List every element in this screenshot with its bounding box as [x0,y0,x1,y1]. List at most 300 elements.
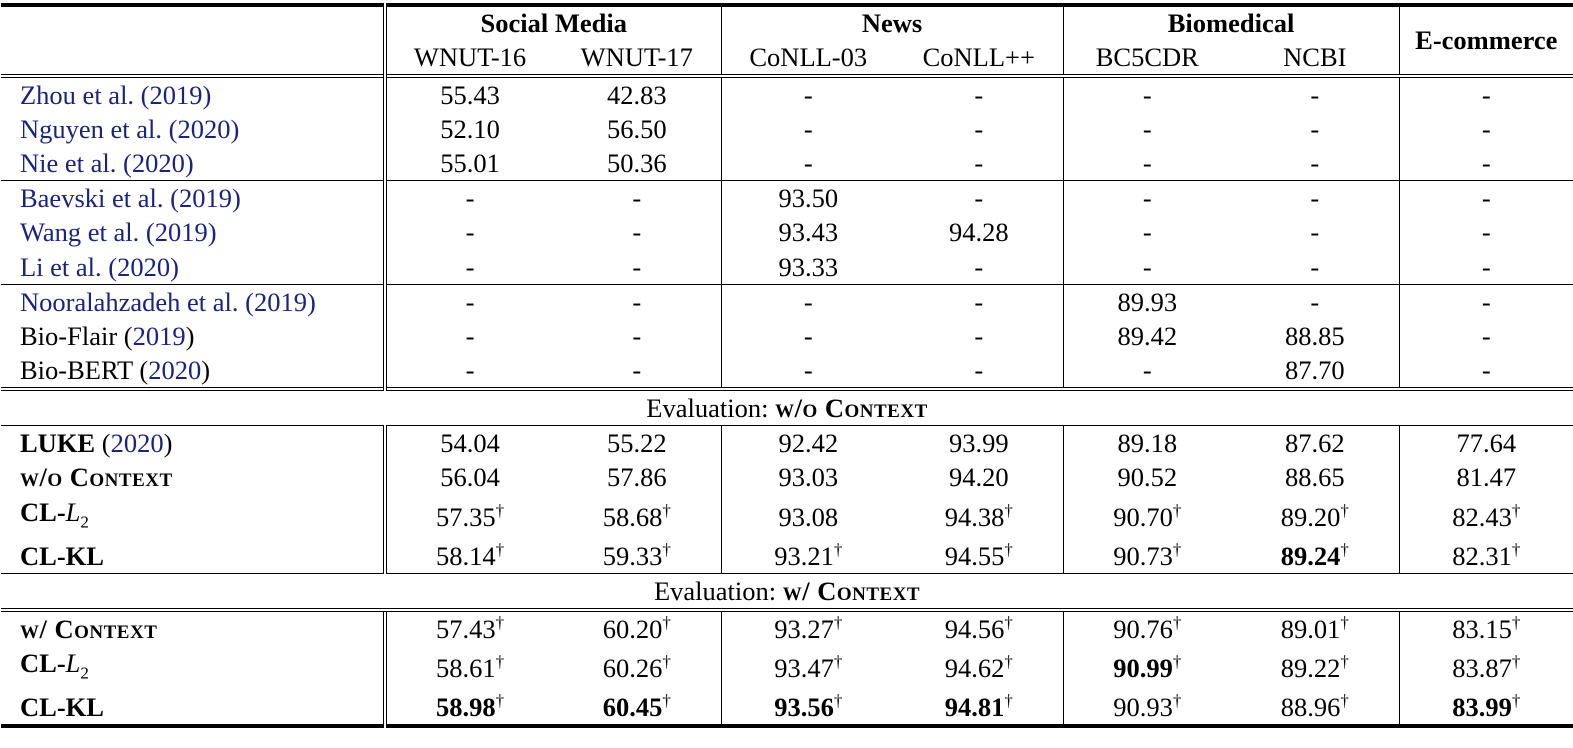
method-name: Nooralahzadeh et al. ( [20,286,254,317]
value-cell [1063,250,1231,285]
method-name: Wang et al. ( [20,217,155,248]
results-table [1,3,1573,728]
value-text: 93.43 [778,217,839,248]
value-text: 83.99 [1452,692,1512,723]
citation-close: ) [170,251,179,282]
value-cell [553,646,721,690]
value-text: - [974,320,984,351]
value-text: 83.15 [1452,613,1512,644]
citation-close: ) [230,113,240,144]
column-header-wnut17: WNUT-17 [580,41,693,72]
value-text: 94.55 [944,540,1005,571]
value-text: 93.21 [774,540,834,571]
value-cell [1063,353,1231,389]
significance-dagger: † [1172,500,1182,520]
method-name: Nguyen et al. ( [20,113,178,144]
method-name: Zhou et al. ( [20,79,150,110]
value-cell [1231,539,1399,574]
value-cell [553,426,721,461]
method-cell [1,76,385,112]
value-cell [1399,690,1573,726]
value-text: 88.85 [1284,320,1345,351]
significance-dagger: † [1004,651,1013,671]
citation-year-link[interactable]: 2020 [110,428,164,458]
value-cell [721,690,895,726]
value-text: 94.38 [944,501,1005,532]
value-cell [1063,319,1231,354]
value-text: - [1310,251,1320,282]
value-text: - [1481,286,1491,317]
significance-dagger: † [1004,500,1013,520]
value-cell [1231,690,1399,726]
value-cell [553,284,721,319]
value-text: - [1142,79,1152,110]
group-header-social-media: Social Media [385,5,721,40]
value-cell [895,610,1063,646]
value-cell [1063,690,1231,726]
value-text: 93.27 [774,613,834,644]
value-text: - [974,148,984,178]
table-row [1,215,1573,250]
value-text: - [465,355,475,385]
value-text: - [465,320,475,351]
method-cell [1,215,385,250]
value-text: 57.86 [606,462,667,493]
evaluation-header-row [1,573,1573,610]
value-text: - [1481,183,1491,213]
value-cell [1399,610,1573,646]
value-cell [1063,539,1231,574]
method-cell [1,539,385,574]
value-text: - [974,79,984,110]
value-text: 89.20 [1280,501,1341,532]
value-text: 90.70 [1113,501,1173,532]
column-header-wnut16: WNUT-16 [385,40,553,76]
value-cell [385,146,553,181]
citation-year-link[interactable]: 2019 [253,286,307,317]
value-cell [1399,250,1573,285]
value-text: 50.36 [606,148,667,178]
value-cell [1231,610,1399,646]
value-cell [1063,284,1231,319]
value-text: - [1481,217,1491,248]
significance-dagger: † [1511,500,1521,520]
table-row [1,250,1573,285]
value-cell [1063,460,1231,495]
value-text: - [1142,148,1152,178]
method-cell: LUKE (2020) [1,426,385,461]
value-text: 60.26 [602,652,663,683]
significance-dagger: † [1340,691,1349,711]
value-text: 89.42 [1117,320,1178,351]
value-cell [1231,426,1399,461]
value-text: - [1481,251,1491,282]
value-cell [1231,146,1399,181]
significance-dagger: † [1511,651,1521,671]
citation-year-link[interactable]: 2019 [132,320,186,351]
method-cell [1,460,385,495]
method-math-symbol: L [65,647,81,678]
value-text: 81.47 [1456,462,1517,493]
table-row [1,460,1573,495]
value-cell [553,460,721,495]
value-cell [895,646,1063,690]
value-cell [1231,181,1399,216]
value-text: - [465,183,475,213]
method-name: Nie et al. ( [20,148,132,178]
value-text: - [974,113,984,144]
value-text: 89.01 [1280,613,1341,644]
value-cell [385,181,553,216]
value-cell [1231,215,1399,250]
value-text: 92.42 [778,428,839,458]
significance-dagger: † [662,691,671,711]
significance-dagger: † [495,500,505,520]
value-cell [553,495,721,539]
value-text: 89.18 [1117,428,1178,458]
significance-dagger: † [495,651,505,671]
value-cell [553,690,721,726]
column-header-conllpp: CoNLL++ [922,41,1035,72]
value-text: - [632,320,642,351]
table-row [1,690,1573,726]
value-text: 58.61 [435,652,496,683]
group-header-news: News [721,5,1063,40]
citation-year-link[interactable]: 2020 [148,355,202,385]
table-row [1,181,1573,216]
value-text: 93.56 [774,692,834,723]
value-cell [385,76,553,112]
value-cell [385,646,553,690]
significance-dagger: † [833,539,843,559]
value-text: - [1142,217,1152,248]
value-text: 82.31 [1452,540,1512,571]
value-cell [721,539,895,574]
citation-close: ) [201,355,211,385]
value-text: - [1481,148,1491,178]
significance-dagger: † [1004,691,1013,711]
value-text: 88.65 [1284,462,1345,493]
value-text: 94.56 [944,613,1005,644]
citation-close: ) [202,79,212,110]
evaluation-label-setting: w/o Context [775,393,928,423]
value-text: - [1142,355,1152,385]
value-text: 94.28 [948,217,1009,248]
value-text: - [803,355,813,385]
significance-dagger: † [662,500,671,520]
method-cell [1,250,385,285]
value-cell [553,319,721,354]
value-text: 42.83 [606,79,667,110]
method-name: CL- [20,647,66,678]
value-cell [553,250,721,285]
table-row [1,319,1573,354]
value-text: - [974,286,984,317]
method-name: Baevski et al. ( [20,183,179,213]
value-text: 59.33 [602,540,663,571]
value-cell [553,181,721,216]
value-cell [385,426,553,461]
value-text: - [1481,320,1491,351]
significance-dagger: † [495,539,505,559]
method-name: Li et al. ( [20,251,118,282]
method-cell [1,181,385,216]
significance-dagger: † [1004,539,1013,559]
citation-close: ) [306,286,316,317]
significance-dagger: † [495,612,505,632]
method-cell [1,495,385,539]
value-cell [385,319,553,354]
citation-year-link[interactable]: 2019 [154,217,208,248]
value-cell [721,284,895,319]
value-cell [1231,495,1399,539]
table-row [1,146,1573,181]
value-text: - [803,113,813,144]
table-row [1,76,1573,112]
method-name: CL- [20,496,66,527]
value-cell [895,690,1063,726]
column-header-bc5cdr: BC5CDR [1063,40,1231,76]
method-math-subscript: 2 [80,663,89,683]
value-text: 90.76 [1113,613,1173,644]
method-name: Bio-Flair ( [20,320,133,351]
value-text: 60.20 [602,613,663,644]
table-row [1,284,1573,319]
value-cell [895,460,1063,495]
value-cell [1399,112,1573,147]
significance-dagger: † [833,691,843,711]
significance-dagger: † [1172,651,1182,671]
value-cell [721,250,895,285]
value-text: - [1310,79,1320,110]
value-cell [1399,284,1573,319]
citation-year-link[interactable]: 2020 [131,148,185,178]
value-cell [553,112,721,147]
value-text: - [803,320,813,351]
value-text: 77.64 [1456,428,1517,458]
table-row [1,539,1573,574]
value-cell [1231,76,1399,112]
value-text: 56.50 [606,113,667,144]
value-cell [895,76,1063,112]
value-cell [385,495,553,539]
value-text: 57.35 [435,501,496,532]
value-text: 87.62 [1284,428,1345,458]
citation-year-link[interactable]: 2020 [177,113,231,144]
header-empty-cell [1,5,385,76]
citation-close: ) [231,183,241,213]
value-cell [385,539,553,574]
evaluation-label-prefix: Evaluation: [653,575,783,606]
value-text: 83.87 [1452,652,1512,683]
value-cell [385,284,553,319]
significance-dagger: † [662,651,671,671]
method-name: w/ Context [20,613,158,644]
value-text: - [632,217,642,248]
value-text: - [974,251,984,282]
value-cell [1063,76,1231,112]
value-text: - [803,148,813,178]
value-cell [1399,539,1573,574]
value-cell [895,539,1063,574]
value-cell [1063,181,1231,216]
value-text: - [803,79,813,110]
value-cell [895,495,1063,539]
value-text: 55.43 [440,79,500,110]
method-math-symbol: L [65,496,81,527]
evaluation-label [1,389,1573,426]
value-cell [553,610,721,646]
value-text: - [1481,79,1491,110]
value-cell [1399,215,1573,250]
column-header-ncbi: NCBI [1283,41,1347,72]
value-cell [1399,146,1573,181]
value-cell [1231,112,1399,147]
method-name: CL-KL [20,692,104,723]
significance-dagger: † [1172,691,1182,711]
value-text: - [1481,113,1491,144]
group-header-e-commerce: E-commerce [1399,5,1573,76]
value-cell [721,215,895,250]
value-cell [895,181,1063,216]
value-cell [553,215,721,250]
value-cell [385,610,553,646]
value-cell [895,319,1063,354]
table-row [1,112,1573,147]
value-cell [895,250,1063,285]
table-row [1,353,1573,389]
value-text: 90.73 [1113,540,1173,571]
value-cell [721,610,895,646]
value-text: 93.99 [948,428,1009,458]
citation-year-link[interactable]: 2019 [178,183,232,213]
value-text: - [465,286,475,317]
value-text: 94.20 [948,462,1009,493]
value-text: 94.62 [944,652,1005,683]
citation-year-link[interactable]: 2020 [117,251,171,282]
value-cell [1063,495,1231,539]
method-name: w/o Context [20,462,173,493]
value-text: 90.52 [1117,462,1178,493]
value-cell [1231,353,1399,389]
value-cell [1063,646,1231,690]
value-text: 94.81 [944,692,1005,723]
significance-dagger: † [1004,612,1013,632]
value-text: - [974,183,984,213]
value-cell [721,146,895,181]
value-cell [895,426,1063,461]
value-cell [385,690,553,726]
value-text: 89.24 [1280,540,1341,571]
value-cell [895,353,1063,389]
value-cell [1399,460,1573,495]
value-cell [1399,319,1573,354]
value-text: - [1310,217,1320,248]
significance-dagger: † [495,691,505,711]
value-cell [721,76,895,112]
significance-dagger: † [662,539,671,559]
citation-close: ) [184,148,194,178]
value-text: 58.98 [435,692,496,723]
significance-dagger: † [833,612,843,632]
value-text: - [1481,355,1491,385]
value-cell [721,319,895,354]
value-cell [1231,319,1399,354]
value-text: - [1142,183,1152,213]
value-text: - [465,217,475,248]
value-cell [553,353,721,389]
value-text: 56.04 [440,462,500,493]
significance-dagger: † [1511,691,1521,711]
significance-dagger: † [833,651,843,671]
evaluation-label-setting: w/ Context [782,575,921,606]
value-cell [895,215,1063,250]
value-cell [721,181,895,216]
value-cell [1231,646,1399,690]
significance-dagger: † [1511,612,1521,632]
value-text: 93.08 [778,501,839,532]
value-cell [385,353,553,389]
value-text: - [803,286,813,317]
value-cell [553,539,721,574]
value-cell [1063,146,1231,181]
value-text: 90.93 [1113,692,1173,723]
evaluation-label-prefix: Evaluation: [646,393,776,423]
value-cell [1231,284,1399,319]
value-text: 87.70 [1284,355,1345,385]
table-row [1,495,1573,539]
method-math-subscript: 2 [80,511,89,531]
value-cell [1063,215,1231,250]
header-group-row [1,5,1573,40]
value-cell [721,353,895,389]
method-cell [1,646,385,690]
value-text: 88.96 [1280,692,1341,723]
value-text: 60.45 [602,692,663,723]
value-text: 93.50 [778,183,839,213]
value-cell [721,112,895,147]
value-text: 82.43 [1452,501,1512,532]
citation-close: ) [185,320,195,351]
value-text: - [632,251,642,282]
value-text: 58.68 [602,501,663,532]
value-cell [1399,181,1573,216]
value-cell [385,460,553,495]
value-text: 52.10 [440,113,500,144]
value-text: 89.22 [1280,652,1341,683]
method-name: LUKE [20,428,96,458]
value-text: - [1310,148,1320,178]
significance-dagger: † [1340,500,1349,520]
value-cell [553,76,721,112]
method-name: Bio-BERT ( [20,355,149,385]
value-text: - [1310,286,1320,317]
value-cell [1063,112,1231,147]
citation-year-link[interactable]: 2019 [149,79,203,110]
significance-dagger: † [1172,539,1182,559]
value-text: - [1142,251,1152,282]
evaluation-header-row [1,389,1573,426]
table-row [1,610,1573,646]
column-header-conll03: CoNLL-03 [721,40,895,76]
value-text: - [1310,183,1320,213]
method-cell [1,112,385,147]
value-text: 93.47 [774,652,834,683]
value-cell [1399,646,1573,690]
value-text: 55.22 [606,428,667,458]
value-cell [1399,426,1573,461]
value-cell [385,112,553,147]
